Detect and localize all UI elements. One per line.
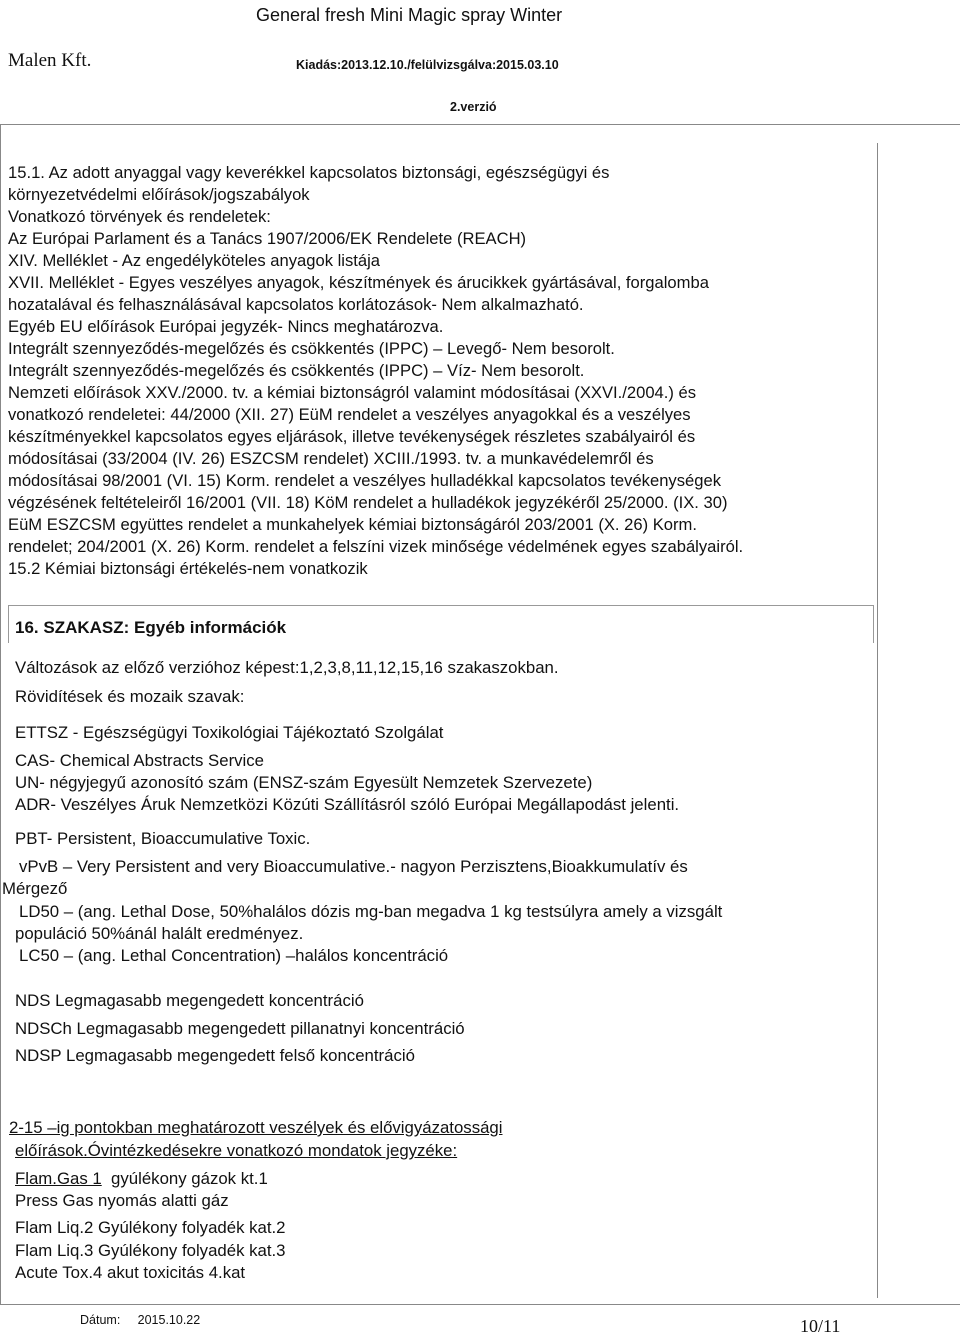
abbrev-ndsp: NDSP Legmagasabb megengedett felső koncentráció: [15, 1046, 415, 1065]
section-15-line: környezetvédelmi előírások/jogszabályok: [8, 185, 310, 204]
abbrev-adr: ADR- Veszélyes Áruk Nemzetközi Közúti Szállításról szóló Európai Megállapodást jelenti.: [15, 795, 680, 814]
section-15-line: vonatkozó rendeletei: 44/2000 (XII. 27) EüM rendelet a veszélyes anyagokkal és a veszélyes: [8, 405, 691, 424]
abbrev-pbt: PBT- Persistent, Bioaccumulative Toxic.: [15, 829, 311, 848]
hazard-flam-liq-3: Flam Liq.3 Gyúlékony folyadék kat.3: [15, 1241, 286, 1260]
section-15-line: rendelet; 204/2001 (X. 26) Korm. rendelet a felszíni vizek minősége védelmének egyes szabályairól.: [8, 537, 744, 556]
section-15-line: hozatalával és felhasználásával kapcsolatos korlátozások- Nem alkalmazható.: [8, 295, 584, 314]
hazard-flam-liq-2: Flam Liq.2 Gyúlékony folyadék kat.2: [15, 1218, 286, 1237]
issue-date: Kiadás:2013.12.10./felülvizsgálva:2015.03.10: [296, 58, 559, 72]
section-15-line: végzésének feltételeiről 16/2001 (VII. 18) KöM rendelet a hulladékok jegyzékéről 25/2000. (IX. 30): [8, 493, 728, 512]
footer-divider: [0, 1304, 960, 1305]
hazard-acute-tox: Acute Tox.4 akut toxicitás 4.kat: [15, 1263, 246, 1282]
abbrev-ndsch: NDSCh Legmagasabb megengedett pillanatnyi koncentráció: [15, 1019, 465, 1038]
section-15-line: Egyéb EU előírások Európai jegyzék- Nincs meghatározva.: [8, 317, 444, 336]
header-divider: [0, 124, 960, 125]
section-15-line: Integrált szennyeződés-megelőzés és csökkentés (IPPC) – Levegő- Nem besorolt.: [8, 339, 615, 358]
section-15-line: XVII. Melléklet - Egyes veszélyes anyagok, készítmények és árucikkek gyártásával, forgalomba: [8, 273, 709, 292]
section-15-line: Vonatkozó törvények és rendeletek:: [8, 207, 271, 226]
section-16-header-box: [8, 605, 874, 643]
page-number: 10/11: [800, 1316, 841, 1336]
company-name: Malen Kft.: [8, 50, 92, 71]
section-15-line: készítményekkel kapcsolatos egyes eljárások, illetve tevékenységek részletes szabályairól és: [8, 427, 696, 446]
section-15-line: módosításai 98/2001 (VI. 15) Korm. rendelet a veszélyes hulladékkal kapcsolatos tevékenységek: [8, 471, 722, 490]
abbrev-cas: CAS- Chemical Abstracts Service: [15, 751, 264, 770]
abbrev-vpvb: vPvB – Very Persistent and very Bioaccumulative.- nagyon Perzisztens,Bioakkumulatív és: [19, 857, 688, 876]
section-15-body: [8, 162, 943, 580]
abbrev-lc50: LC50 – (ang. Lethal Concentration) –halálos koncentráció: [19, 946, 449, 965]
footer-date: Dátum: 2015.10.22: [80, 1313, 201, 1327]
changes-note: Változások az előző verzióhoz képest:1,2,3,8,11,12,15,16 szakaszokban.: [15, 658, 559, 677]
left-margin-line: [0, 124, 1, 1304]
section-15-line: Az Európai Parlament és a Tanács 1907/2006/EK Rendelete (REACH): [8, 229, 527, 248]
hazard-flam-gas-text: gyúlékony gázok kt.1: [101, 1169, 268, 1188]
version-label: 2.verzió: [450, 100, 497, 114]
abbreviations-heading: Rövidítések és mozaik szavak:: [15, 687, 245, 706]
section-15-line: Nemzeti előírások XXV./2000. tv. a kémiai biztonságról valamint módosításai (XXVI./2004.) és: [8, 383, 697, 402]
abbrev-un: UN- négyjegyű azonosító szám (ENSZ-szám Egyesült Nemzetek Szervezete): [15, 773, 593, 792]
abbrev-ld50-cont: populáció 50%ánál halált eredményez.: [15, 924, 304, 943]
section-15-line: XIV. Melléklet - Az engedélyköteles anyagok listája: [8, 251, 381, 270]
section-16-title: 16. SZAKASZ: Egyéb információk: [15, 618, 287, 637]
abbrev-ettsz: ETTSZ - Egészségügyi Toxikológiai Tájékoztató Szolgálat: [15, 723, 444, 742]
section-15-line: EüM ESZCSM együttes rendelet a munkahelyek kémiai biztonságáról 203/2001 (X. 26) Korm.: [8, 515, 697, 534]
hazard-press-gas: Press Gas nyomás alatti gáz: [15, 1191, 229, 1210]
section-15-line: Integrált szennyeződés-megelőzés és csökkentés (IPPC) – Víz- Nem besorolt.: [8, 361, 585, 380]
hazard-list-heading: 2-15 –ig pontokban meghatározott veszélyek és elővigyázatossági: [9, 1118, 503, 1137]
hazard-flam-gas-code: Flam.Gas 1: [15, 1169, 102, 1188]
hazard-list-heading-cont: előírások.Óvintézkedésekre vonatkozó mondatok jegyzéke:: [15, 1141, 458, 1160]
hazard-flam-gas: [15, 1169, 268, 1189]
abbrev-nds: NDS Legmagasabb megengedett koncentráció: [15, 991, 364, 1010]
abbrev-vpvb-cont: Mérgező: [2, 879, 68, 898]
section-15-line: 15.2 Kémiai biztonsági értékelés-nem vonatkozik: [8, 559, 368, 578]
product-title: General fresh Mini Magic spray Winter: [256, 5, 563, 25]
section-15-line: módosításai (33/2004 (IV. 26) ESZCSM rendelet) XCIII./1993. tv. a munkavédelemről és: [8, 449, 654, 468]
section-15-line: 15.1. Az adott anyaggal vagy keverékkel kapcsolatos biztonsági, egészségügyi és: [8, 163, 610, 182]
abbrev-ld50: LD50 – (ang. Lethal Dose, 50%halálos dózis mg-ban megadva 1 kg testsúlyra amely a vizsgált: [19, 902, 723, 921]
